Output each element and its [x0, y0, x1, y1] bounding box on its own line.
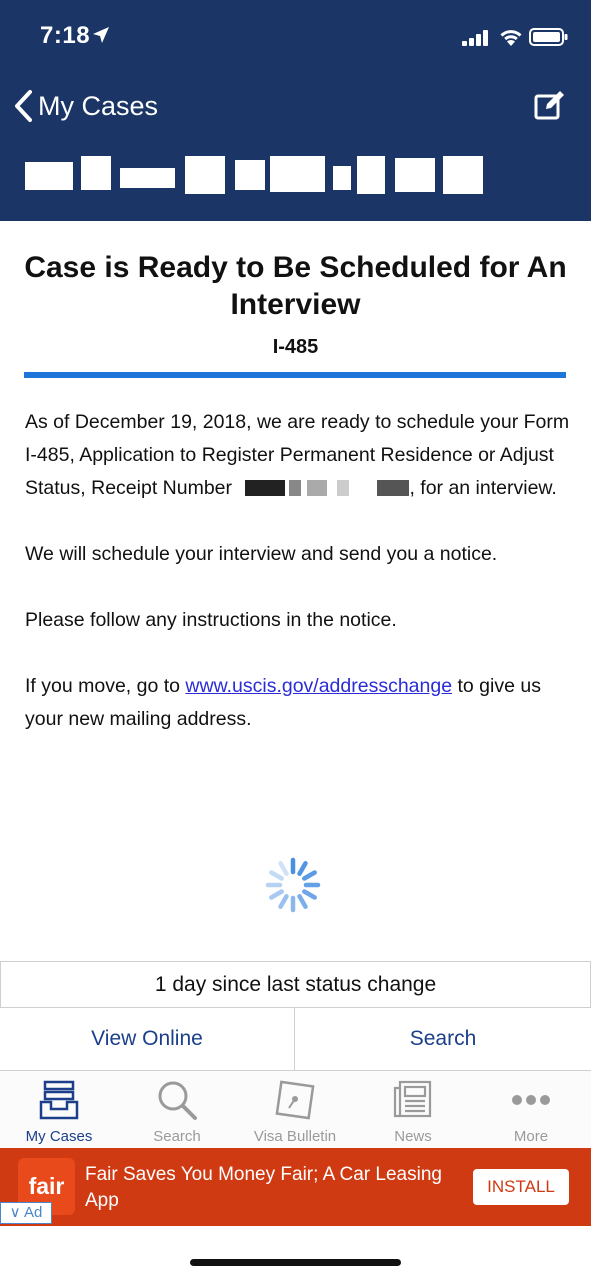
fair-logo: fair: [18, 1158, 75, 1215]
address-change-link[interactable]: www.uscis.gov/addresschange: [185, 675, 453, 697]
ad-headline: Fair Saves You Money Fair; A Car Leasing App: [85, 1164, 442, 1211]
tab-bar: [0, 1071, 591, 1148]
location-arrow-icon: [92, 26, 110, 44]
search-button[interactable]: Search: [409, 1027, 477, 1050]
home-indicator[interactable]: [190, 1259, 401, 1266]
tab-news[interactable]: [354, 1071, 472, 1148]
status-paragraph: [25, 406, 570, 505]
more-dots-icon: [509, 1078, 553, 1122]
view-online-button[interactable]: View Online: [0, 1008, 295, 1070]
edit-icon[interactable]: [533, 88, 567, 122]
inbox-tray-icon: [37, 1078, 81, 1122]
tab-label: News: [394, 1128, 432, 1145]
redacted-receipt-number: [25, 156, 495, 196]
case-status-title: Case is Ready to Be Scheduled for An Interview: [24, 251, 567, 321]
address-change-paragraph: [25, 670, 570, 736]
case-actions: [0, 1008, 591, 1071]
tab-label: Search: [153, 1128, 201, 1145]
redacted-receipt-inline: [237, 480, 409, 496]
ad-badge-label: Ad: [23, 1204, 43, 1221]
chevron-down-icon: ∨: [9, 1204, 21, 1221]
back-label: My Cases: [38, 90, 159, 121]
loading-spinner-icon: [263, 855, 323, 915]
ad-banner[interactable]: [0, 1148, 591, 1226]
wifi-icon: [498, 27, 524, 47]
clock-time: 7:18: [40, 22, 91, 49]
ad-choices-badge[interactable]: [0, 1202, 52, 1224]
case-description: [25, 406, 570, 769]
app-header: [0, 0, 591, 221]
paragraph-text: to give us your new mailing address.: [25, 675, 541, 730]
title-divider: [24, 372, 566, 378]
tab-label: My Cases: [25, 1128, 93, 1145]
notice-paragraph: We will schedule your interview and send you a notice.: [25, 543, 498, 565]
cellular-signal-icon: [462, 30, 490, 46]
battery-icon: [529, 28, 569, 46]
tab-my-cases[interactable]: [0, 1071, 118, 1148]
tab-more[interactable]: [472, 1071, 590, 1148]
case-status-panel: [0, 221, 591, 961]
tab-label: Visa Bulletin: [253, 1128, 337, 1145]
back-to-my-cases-button[interactable]: [12, 86, 158, 126]
tab-visa-bulletin[interactable]: [236, 1071, 354, 1148]
paragraph-text: If you move, go to: [25, 675, 186, 697]
tab-search[interactable]: [118, 1071, 236, 1148]
pinned-note-icon: [273, 1078, 317, 1122]
paragraph-text: , for an interview.: [409, 477, 557, 499]
chevron-left-icon: [12, 89, 34, 123]
paragraph-text: As of December 19, 2018, we are ready to schedule your Form I-485, Application to Register Permanent Residence or Adjust Status, Receipt Number: [25, 411, 570, 499]
magnifier-icon: [155, 1078, 199, 1122]
newspaper-icon: [391, 1078, 435, 1122]
instructions-paragraph: Please follow any instructions in the notice.: [25, 609, 397, 631]
tab-label: More: [513, 1128, 549, 1145]
status-bar: [0, 0, 591, 72]
install-button[interactable]: INSTALL: [473, 1169, 569, 1205]
days-since-status-change: 1 day since last status change: [0, 961, 591, 1008]
form-type: I-485: [272, 336, 319, 358]
